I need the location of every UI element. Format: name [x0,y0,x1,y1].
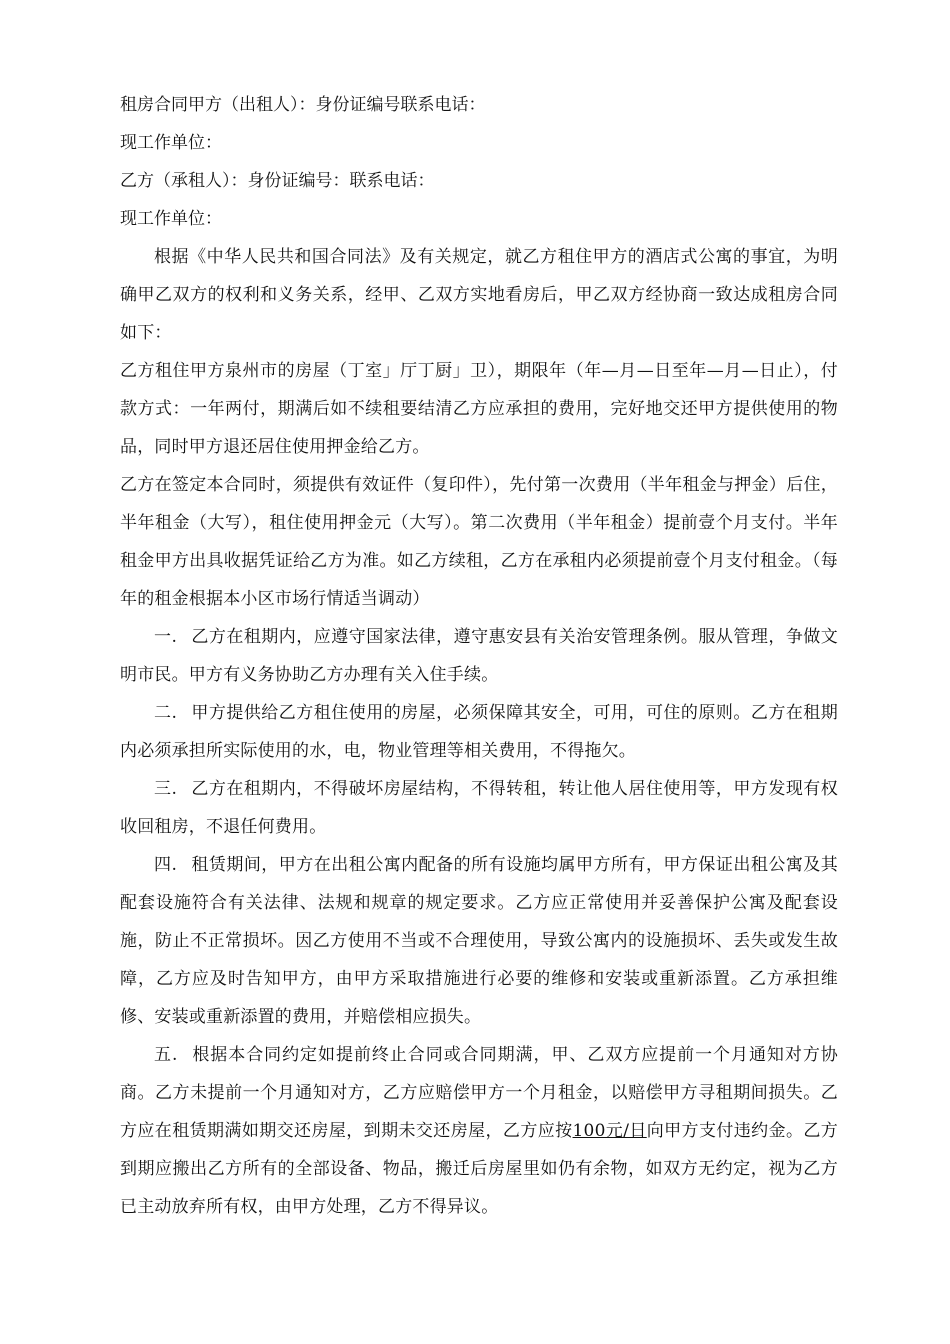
terms-paragraph-payment: 乙方在签定本合同时，须提供有效证件（复印件），先付第一次费用（半年租金与押金）后住，半年租金（大写），租住使用押金元（大写）。第二次费用（半年租金）提前壹个月支付。半年租金甲方出具收据凭证给乙方为准。如乙方续租，乙方在承租内必须提前壹个月支付租金。（每年的租金根据本小区市场行情适当调动） [120,475,838,609]
clause-2 [120,694,838,770]
lessor-workplace-line: 现工作单位： [120,133,222,153]
clause-number: 一. [154,627,178,647]
clause-number: 五. [154,1045,178,1065]
clause-text: 甲方提供给乙方租住使用的房屋，必须保障其安全，可用，可住的原则。乙方在租期内必须承担所实际使用的水，电，物业管理等相关费用，不得拖欠。 [120,703,838,761]
lessee-workplace-line: 现工作单位： [120,209,222,229]
lessor-info-line: 租房合同甲方（出租人）：身份证编号联系电话： [120,95,486,115]
clause-text-a: 根据本合同约定如提前终止合同或合同期满，甲、乙双方应提前一个月通知对方协商。乙方未提前一个月通知对方，乙方应赔偿甲方一个月租金，以赔偿甲方寻租期间损失。乙方应在租赁期满如期交还房屋，到期未交还房屋，乙方应按 [120,1045,838,1141]
clause-5 [120,1036,838,1226]
clause-text-b: 向甲方支付违约金。乙方到期应搬出乙方所有的全部设备、物品，搬迁后房屋里如仍有余物，如双方无约定，视为乙方已主动放弃所有权，由甲方处理，乙方不得异议。 [120,1121,838,1217]
clause-text: 乙方在租期内，不得破坏房屋结构，不得转租，转让他人居住使用等，甲方发现有权收回租房，不退任何费用。 [120,779,838,837]
terms-paragraph-rental: 乙方租住甲方泉州市的房屋（丁室」厅丁厨」卫），期限年（年—月—日至年—月—日止），付款方式：一年两付，期满后如不续租要结清乙方应承担的费用，完好地交还甲方提供使用的物品，同时甲方退还居住使用押金给乙方。 [120,361,838,457]
clause-text: 租赁期间，甲方在出租公寓内配备的所有设施均属甲方所有，甲方保证出租公寓及其配套设施符合有关法律、法规和规章的规定要求。乙方应正常使用并妥善保护公寓及配套设施，防止不正常损坏。因乙方使用不当或不合理使用，导致公寓内的设施损坏、丢失或发生故障，乙方应及时告知甲方，由甲方采取措施进行必要的维修和安装或重新添置。乙方承担维修、安装或重新添置的费用，并赔偿相应损失。 [120,855,838,1027]
clause-1 [120,618,838,694]
clause-number: 二. [154,703,178,723]
clause-3 [120,770,838,846]
penalty-rate: 100元/日 [572,1121,647,1141]
lessee-info-line: 乙方（承租人）：身份证编号：联系电话： [120,171,435,191]
clause-4 [120,846,838,1036]
clause-text: 乙方在租期内，应遵守国家法律，遵守惠安县有关治安管理条例。服从管理，争做文明市民。甲方有义务协助乙方办理有关入住手续。 [120,627,838,685]
clause-number: 四. [154,855,178,875]
preamble-paragraph: 根据《中华人民共和国合同法》及有关规定，就乙方租住甲方的酒店式公寓的事宜，为明确甲乙双方的权利和义务关系，经甲、乙双方实地看房后，甲乙双方经协商一致达成租房合同如下： [120,247,838,343]
clause-number: 三. [154,779,178,799]
